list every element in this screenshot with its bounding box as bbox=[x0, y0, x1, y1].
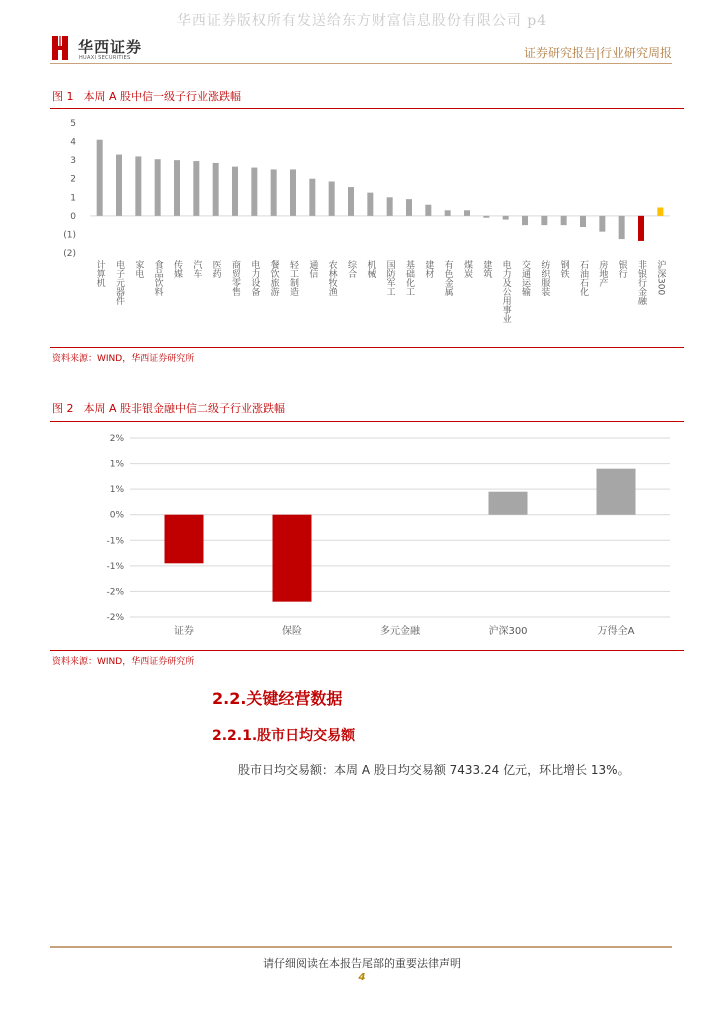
figure1-category-label: 基础化工 bbox=[404, 260, 414, 296]
figure1-category-label: 纺织服装 bbox=[539, 260, 550, 296]
figure2-source: 资料来源：WIND，华西证券研究所 bbox=[52, 657, 195, 667]
figure1-chart bbox=[50, 110, 684, 345]
figure1-category-label: 煤炭 bbox=[462, 260, 472, 278]
figure1-bar bbox=[290, 169, 296, 215]
figure2-category-label: 多元金融 bbox=[380, 626, 420, 637]
figure2-category-label: 万得全A bbox=[597, 626, 635, 637]
figure1-category-label: 传媒 bbox=[172, 260, 182, 278]
figure1-y-tick-label: 0 bbox=[70, 211, 76, 222]
figure1-bar bbox=[561, 216, 567, 225]
figure2-y-tick-label: 1% bbox=[109, 485, 124, 496]
figure1-category-label: 银行 bbox=[616, 260, 627, 278]
figure1-category-label: 家电 bbox=[133, 260, 144, 278]
figure2-y-tick-label: -2% bbox=[106, 587, 124, 598]
figure1-bar bbox=[271, 169, 277, 215]
figure1-bar bbox=[406, 199, 412, 216]
figure1-bar bbox=[367, 193, 373, 216]
figure1-bar bbox=[213, 163, 219, 216]
figure1-bar bbox=[657, 208, 663, 216]
figure2-category-label: 证券 bbox=[174, 626, 194, 637]
figure2-category-label: 沪深300 bbox=[488, 626, 528, 637]
page-number: 4 bbox=[358, 972, 366, 983]
figure1-category-label: 食品饮料 bbox=[152, 260, 163, 296]
figure1-category-label: 沪深300 bbox=[655, 260, 666, 296]
figure1-title bbox=[52, 88, 241, 104]
figure1-bar bbox=[638, 216, 644, 241]
figure1-bar bbox=[329, 182, 335, 216]
figure1-bar bbox=[387, 197, 393, 216]
header-divider bbox=[50, 63, 672, 64]
figure1-category-label: 电力及公用事业 bbox=[500, 260, 511, 323]
figure2-y-tick-label: -2% bbox=[106, 613, 124, 623]
figure2-bar bbox=[489, 492, 528, 515]
figure1-bar bbox=[503, 216, 509, 220]
figure1-number: 图 1 bbox=[52, 90, 74, 103]
figure1-category-label: 汽车 bbox=[191, 260, 202, 278]
logo-english: HUAXI SECURITIES bbox=[79, 55, 131, 61]
logo-name: 华西证券 bbox=[78, 38, 143, 56]
figure1-category-label: 交通运输 bbox=[520, 260, 530, 296]
figure1-category-label: 商贸零售 bbox=[230, 260, 240, 296]
figure1-category-label: 国防军工 bbox=[384, 260, 395, 296]
figure2-bar bbox=[273, 515, 312, 602]
figure1-bar bbox=[541, 216, 547, 225]
figure2-y-tick-label: 1% bbox=[109, 459, 124, 470]
figure2-title bbox=[52, 400, 285, 416]
figure1-y-tick-label: 5 bbox=[70, 119, 76, 129]
figure1-category-label: 电子元器件 bbox=[114, 260, 124, 305]
figure1-bar bbox=[174, 160, 180, 216]
figure1-category-label: 有色金属 bbox=[442, 260, 453, 296]
figure1-category-label: 农林牧渔 bbox=[326, 260, 337, 296]
figure1-category-label: 建筑 bbox=[481, 260, 492, 278]
figure1-bar bbox=[97, 140, 103, 216]
figure1-y-tick-label: 3 bbox=[70, 156, 76, 167]
figure1-category-label: 机械 bbox=[365, 260, 376, 278]
figure2-title-text: 本周 A 股非银金融中信二级子行业涨跌幅 bbox=[83, 402, 286, 415]
figure1-bar bbox=[348, 187, 354, 216]
figure1-y-tick-label: 1 bbox=[70, 193, 76, 204]
figure2-number: 图 2 bbox=[52, 402, 74, 415]
figure1-category-label: 建材 bbox=[423, 260, 434, 278]
body-paragraph: 股市日均交易额：本周 A 股日均交易额 7433.24 亿元，环比增长 13%。 bbox=[238, 763, 630, 777]
figure1-source: 资料来源：WIND，华西证券研究所 bbox=[52, 354, 195, 364]
figure1-category-label: 餐饮旅游 bbox=[268, 260, 279, 296]
figure1-category-label: 计算机 bbox=[94, 260, 105, 287]
figure2-category-label: 保险 bbox=[282, 626, 302, 637]
figure2-y-tick-label: -1% bbox=[106, 536, 124, 547]
figure1-bar bbox=[232, 167, 238, 216]
legal-notice: 请仔细阅读在本报告尾部的重要法律声明 bbox=[263, 957, 461, 970]
figure1-category-label: 石油石化 bbox=[578, 260, 588, 296]
figure1-category-label: 轻工制造 bbox=[288, 260, 298, 296]
figure1-bar bbox=[599, 216, 605, 232]
figure2-y-tick-label: 0% bbox=[109, 510, 124, 521]
figure1-bar bbox=[580, 216, 586, 227]
figure1-title-text: 本周 A 股中信一级子行业涨跌幅 bbox=[83, 90, 242, 103]
figure1-y-tick-label: (1) bbox=[63, 230, 76, 241]
figure2-y-tick-label: -1% bbox=[106, 561, 124, 572]
figure1-bar bbox=[445, 210, 451, 216]
figure1-bar bbox=[251, 168, 257, 216]
figure2-bottom-rule bbox=[50, 650, 684, 651]
figure1-category-label: 医药 bbox=[210, 260, 221, 278]
subsection-heading: 2.2.1.股市日均交易额 bbox=[212, 728, 356, 744]
figure1-category-label: 综合 bbox=[346, 260, 356, 278]
figure2-y-tick-label: 2% bbox=[109, 434, 124, 444]
figure1-bottom-rule bbox=[50, 347, 684, 348]
figure1-bar bbox=[135, 156, 141, 215]
watermark-text: 华西证券版权所有发送给东方财富信息股份有限公司 p4 bbox=[176, 13, 548, 29]
figure1-y-tick-label: (2) bbox=[63, 249, 76, 259]
figure1-bar bbox=[309, 179, 315, 216]
figure1-category-label: 电力设备 bbox=[249, 260, 260, 296]
figure1-bar bbox=[619, 216, 625, 239]
figure1-bar bbox=[425, 205, 431, 216]
footer-divider bbox=[50, 946, 672, 948]
section-heading: 2.2.关键经营数据 bbox=[212, 689, 343, 708]
figure2-bar bbox=[597, 469, 636, 515]
figure1-category-label: 房地产 bbox=[597, 260, 608, 287]
figure1-bar bbox=[193, 161, 199, 216]
figure1-category-label: 通信 bbox=[307, 260, 318, 278]
figure1-top-rule bbox=[50, 108, 684, 109]
figure1-category-label: 非银行金融 bbox=[636, 260, 646, 305]
figure2-bar bbox=[165, 515, 204, 564]
figure1-category-label: 钢铁 bbox=[558, 260, 569, 278]
figure1-bar bbox=[464, 210, 470, 216]
figure1-y-tick-label: 2 bbox=[70, 174, 76, 185]
figure1-bar bbox=[522, 216, 528, 225]
figure1-bar bbox=[116, 155, 122, 216]
figure2-chart bbox=[50, 424, 684, 646]
figure1-y-tick-label: 4 bbox=[70, 137, 76, 148]
figure1-bar bbox=[483, 216, 489, 218]
report-type: 证券研究报告|行业研究周报 bbox=[523, 46, 672, 60]
figure2-top-rule bbox=[50, 421, 684, 422]
figure1-bar bbox=[155, 159, 161, 216]
